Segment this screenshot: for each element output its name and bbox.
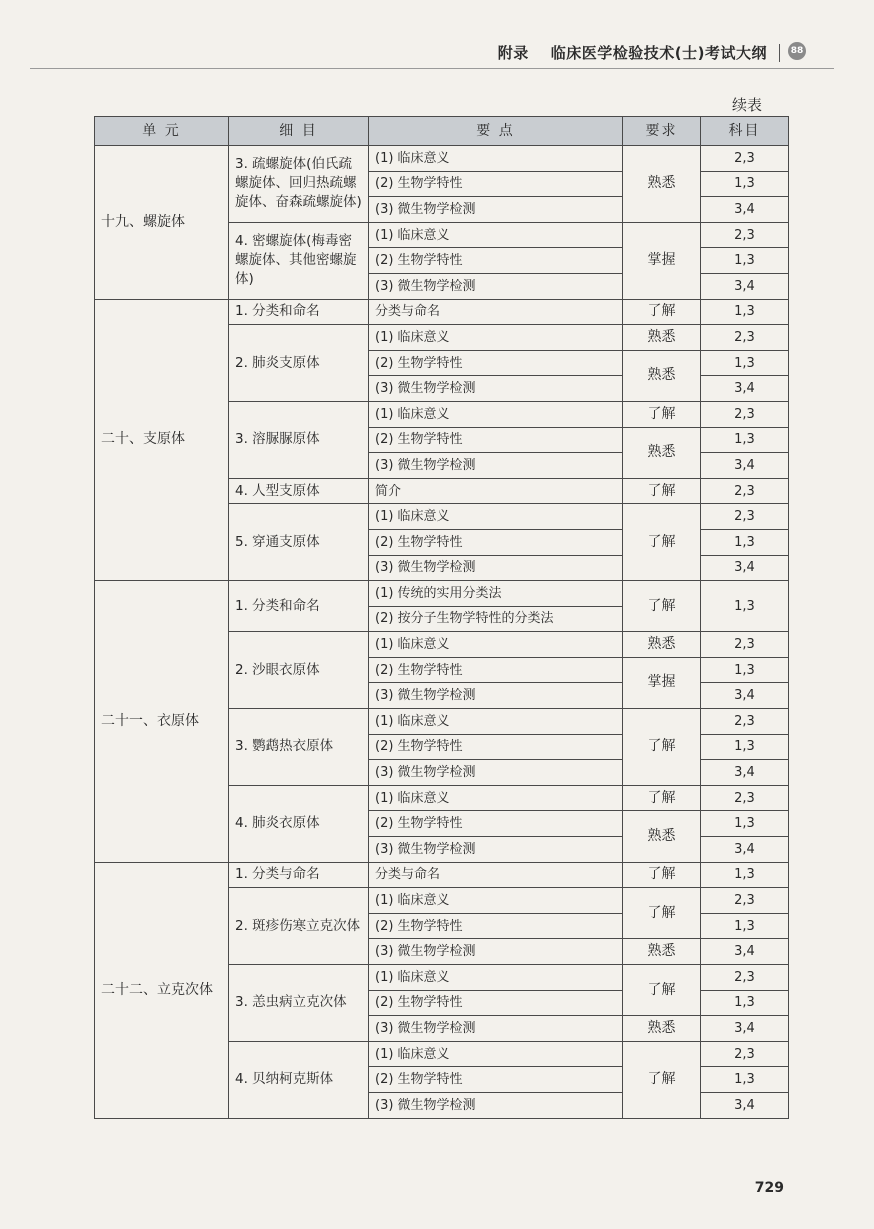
point-cell: (2) 生物学特性 — [369, 529, 623, 555]
subject-cell: 2,3 — [701, 146, 789, 172]
subject-cell: 2,3 — [701, 504, 789, 530]
requirement-cell: 了解 — [623, 965, 701, 1016]
subject-cell: 1,3 — [701, 529, 789, 555]
subject-cell: 1,3 — [701, 171, 789, 197]
point-cell: (1) 临床意义 — [369, 965, 623, 991]
point-cell: (1) 临床意义 — [369, 146, 623, 172]
point-cell: (2) 按分子生物学特性的分类法 — [369, 606, 623, 632]
subject-cell: 3,4 — [701, 273, 789, 299]
unit-cell: 十九、螺旋体 — [95, 146, 229, 300]
point-cell: (2) 生物学特性 — [369, 350, 623, 376]
item-cell: 3. 疏螺旋体(伯氏疏螺旋体、回归热疏螺旋体、奋森疏螺旋体) — [229, 146, 369, 223]
item-cell: 2. 肺炎支原体 — [229, 325, 369, 402]
header-rule — [30, 68, 834, 69]
point-cell: (1) 临床意义 — [369, 325, 623, 351]
header-divider — [779, 44, 780, 62]
subject-cell: 1,3 — [701, 734, 789, 760]
column-header-requirement: 要求 — [623, 117, 701, 146]
table-row — [95, 299, 789, 325]
item-cell: 3. 溶脲脲原体 — [229, 401, 369, 478]
point-cell: (2) 生物学特性 — [369, 990, 623, 1016]
point-cell: (1) 临床意义 — [369, 504, 623, 530]
table-row — [95, 581, 789, 607]
point-cell: (2) 生物学特性 — [369, 657, 623, 683]
table-row — [95, 862, 789, 888]
page-number: 729 — [754, 1180, 784, 1196]
subject-cell: 3,4 — [701, 453, 789, 479]
item-cell: 4. 密螺旋体(梅毒密螺旋体、其他密螺旋体) — [229, 222, 369, 299]
point-cell: (3) 微生物学检测 — [369, 1092, 623, 1118]
requirement-cell: 了解 — [623, 862, 701, 888]
running-header — [498, 42, 786, 63]
subject-cell: 1,3 — [701, 862, 789, 888]
point-cell: (2) 生物学特性 — [369, 171, 623, 197]
requirement-cell: 熟悉 — [623, 146, 701, 223]
subject-cell: 1,3 — [701, 581, 789, 632]
item-cell: 4. 肺炎衣原体 — [229, 785, 369, 862]
column-header-item: 细 目 — [229, 117, 369, 146]
subject-cell: 3,4 — [701, 376, 789, 402]
table-header-row — [95, 117, 789, 146]
requirement-cell: 了解 — [623, 299, 701, 325]
requirement-cell: 熟悉 — [623, 632, 701, 658]
item-cell: 4. 贝纳柯克斯体 — [229, 1041, 369, 1118]
point-cell: (1) 临床意义 — [369, 709, 623, 735]
requirement-cell: 了解 — [623, 478, 701, 504]
requirement-cell: 了解 — [623, 581, 701, 632]
subject-cell: 2,3 — [701, 325, 789, 351]
point-cell: (1) 临床意义 — [369, 222, 623, 248]
point-cell: (3) 微生物学检测 — [369, 837, 623, 863]
requirement-cell: 熟悉 — [623, 1016, 701, 1042]
requirement-cell: 熟悉 — [623, 939, 701, 965]
requirement-cell: 掌握 — [623, 657, 701, 708]
subject-cell: 1,3 — [701, 990, 789, 1016]
subject-cell: 2,3 — [701, 785, 789, 811]
point-cell: (3) 微生物学检测 — [369, 555, 623, 581]
point-cell: (3) 微生物学检测 — [369, 273, 623, 299]
point-cell: (3) 微生物学检测 — [369, 683, 623, 709]
point-cell: 简介 — [369, 478, 623, 504]
point-cell: (1) 临床意义 — [369, 888, 623, 914]
requirement-cell: 熟悉 — [623, 427, 701, 478]
item-cell: 2. 沙眼衣原体 — [229, 632, 369, 709]
subject-cell: 2,3 — [701, 401, 789, 427]
point-cell: (2) 生物学特性 — [369, 734, 623, 760]
subject-cell: 3,4 — [701, 1016, 789, 1042]
point-cell: 分类与命名 — [369, 299, 623, 325]
header-section: 附录 — [497, 44, 529, 62]
item-cell: 5. 穿通支原体 — [229, 504, 369, 581]
point-cell: (3) 微生物学检测 — [369, 939, 623, 965]
item-cell: 1. 分类和命名 — [229, 581, 369, 632]
subject-cell: 1,3 — [701, 657, 789, 683]
item-cell: 3. 恙虫病立克次体 — [229, 965, 369, 1042]
table-row — [95, 146, 789, 172]
unit-cell: 二十一、衣原体 — [95, 581, 229, 863]
item-cell: 4. 人型支原体 — [229, 478, 369, 504]
subject-cell: 3,4 — [701, 1092, 789, 1118]
requirement-cell: 了解 — [623, 888, 701, 939]
point-cell: (1) 临床意义 — [369, 1041, 623, 1067]
unit-cell: 二十、支原体 — [95, 299, 229, 581]
item-cell: 3. 鹦鹉热衣原体 — [229, 709, 369, 786]
syllabus-table — [94, 116, 789, 1119]
point-cell: (2) 生物学特性 — [369, 913, 623, 939]
chapter-badge-icon: 88 — [788, 42, 806, 60]
subject-cell: 1,3 — [701, 913, 789, 939]
subject-cell: 3,4 — [701, 683, 789, 709]
subject-cell: 1,3 — [701, 427, 789, 453]
subject-cell: 2,3 — [701, 1041, 789, 1067]
requirement-cell: 掌握 — [623, 222, 701, 299]
subject-cell: 1,3 — [701, 350, 789, 376]
subject-cell: 2,3 — [701, 965, 789, 991]
requirement-cell: 了解 — [623, 1041, 701, 1118]
subject-cell: 2,3 — [701, 478, 789, 504]
requirement-cell: 熟悉 — [623, 811, 701, 862]
point-cell: (1) 临床意义 — [369, 401, 623, 427]
table-body — [95, 146, 789, 1119]
subject-cell: 1,3 — [701, 299, 789, 325]
subject-cell: 3,4 — [701, 760, 789, 786]
subject-cell: 1,3 — [701, 811, 789, 837]
point-cell: (2) 生物学特性 — [369, 1067, 623, 1093]
point-cell: (2) 生物学特性 — [369, 811, 623, 837]
requirement-cell: 了解 — [623, 504, 701, 581]
subject-cell: 3,4 — [701, 555, 789, 581]
item-cell: 1. 分类与命名 — [229, 862, 369, 888]
subject-cell: 3,4 — [701, 197, 789, 223]
point-cell: (3) 微生物学检测 — [369, 376, 623, 402]
point-cell: (3) 微生物学检测 — [369, 197, 623, 223]
subject-cell: 2,3 — [701, 632, 789, 658]
requirement-cell: 熟悉 — [623, 350, 701, 401]
column-header-unit: 单 元 — [95, 117, 229, 146]
point-cell: (3) 微生物学检测 — [369, 1016, 623, 1042]
header-title: 临床医学检验技术(士)考试大纲 — [550, 44, 767, 62]
subject-cell: 2,3 — [701, 709, 789, 735]
requirement-cell: 了解 — [623, 401, 701, 427]
point-cell: (1) 临床意义 — [369, 632, 623, 658]
item-cell: 2. 斑疹伤寒立克次体 — [229, 888, 369, 965]
unit-cell: 二十二、立克次体 — [95, 862, 229, 1118]
point-cell: 分类与命名 — [369, 862, 623, 888]
item-cell: 1. 分类和命名 — [229, 299, 369, 325]
requirement-cell: 了解 — [623, 709, 701, 786]
subject-cell: 2,3 — [701, 888, 789, 914]
point-cell: (2) 生物学特性 — [369, 427, 623, 453]
column-header-point: 要 点 — [369, 117, 623, 146]
subject-cell: 1,3 — [701, 248, 789, 274]
point-cell: (1) 临床意义 — [369, 785, 623, 811]
requirement-cell: 了解 — [623, 785, 701, 811]
point-cell: (2) 生物学特性 — [369, 248, 623, 274]
column-header-subject: 科目 — [701, 117, 789, 146]
point-cell: (1) 传统的实用分类法 — [369, 581, 623, 607]
point-cell: (3) 微生物学检测 — [369, 453, 623, 479]
point-cell: (3) 微生物学检测 — [369, 760, 623, 786]
continued-label: 续表 — [732, 96, 763, 114]
requirement-cell: 熟悉 — [623, 325, 701, 351]
subject-cell: 3,4 — [701, 939, 789, 965]
subject-cell: 1,3 — [701, 1067, 789, 1093]
subject-cell: 2,3 — [701, 222, 789, 248]
subject-cell: 3,4 — [701, 837, 789, 863]
